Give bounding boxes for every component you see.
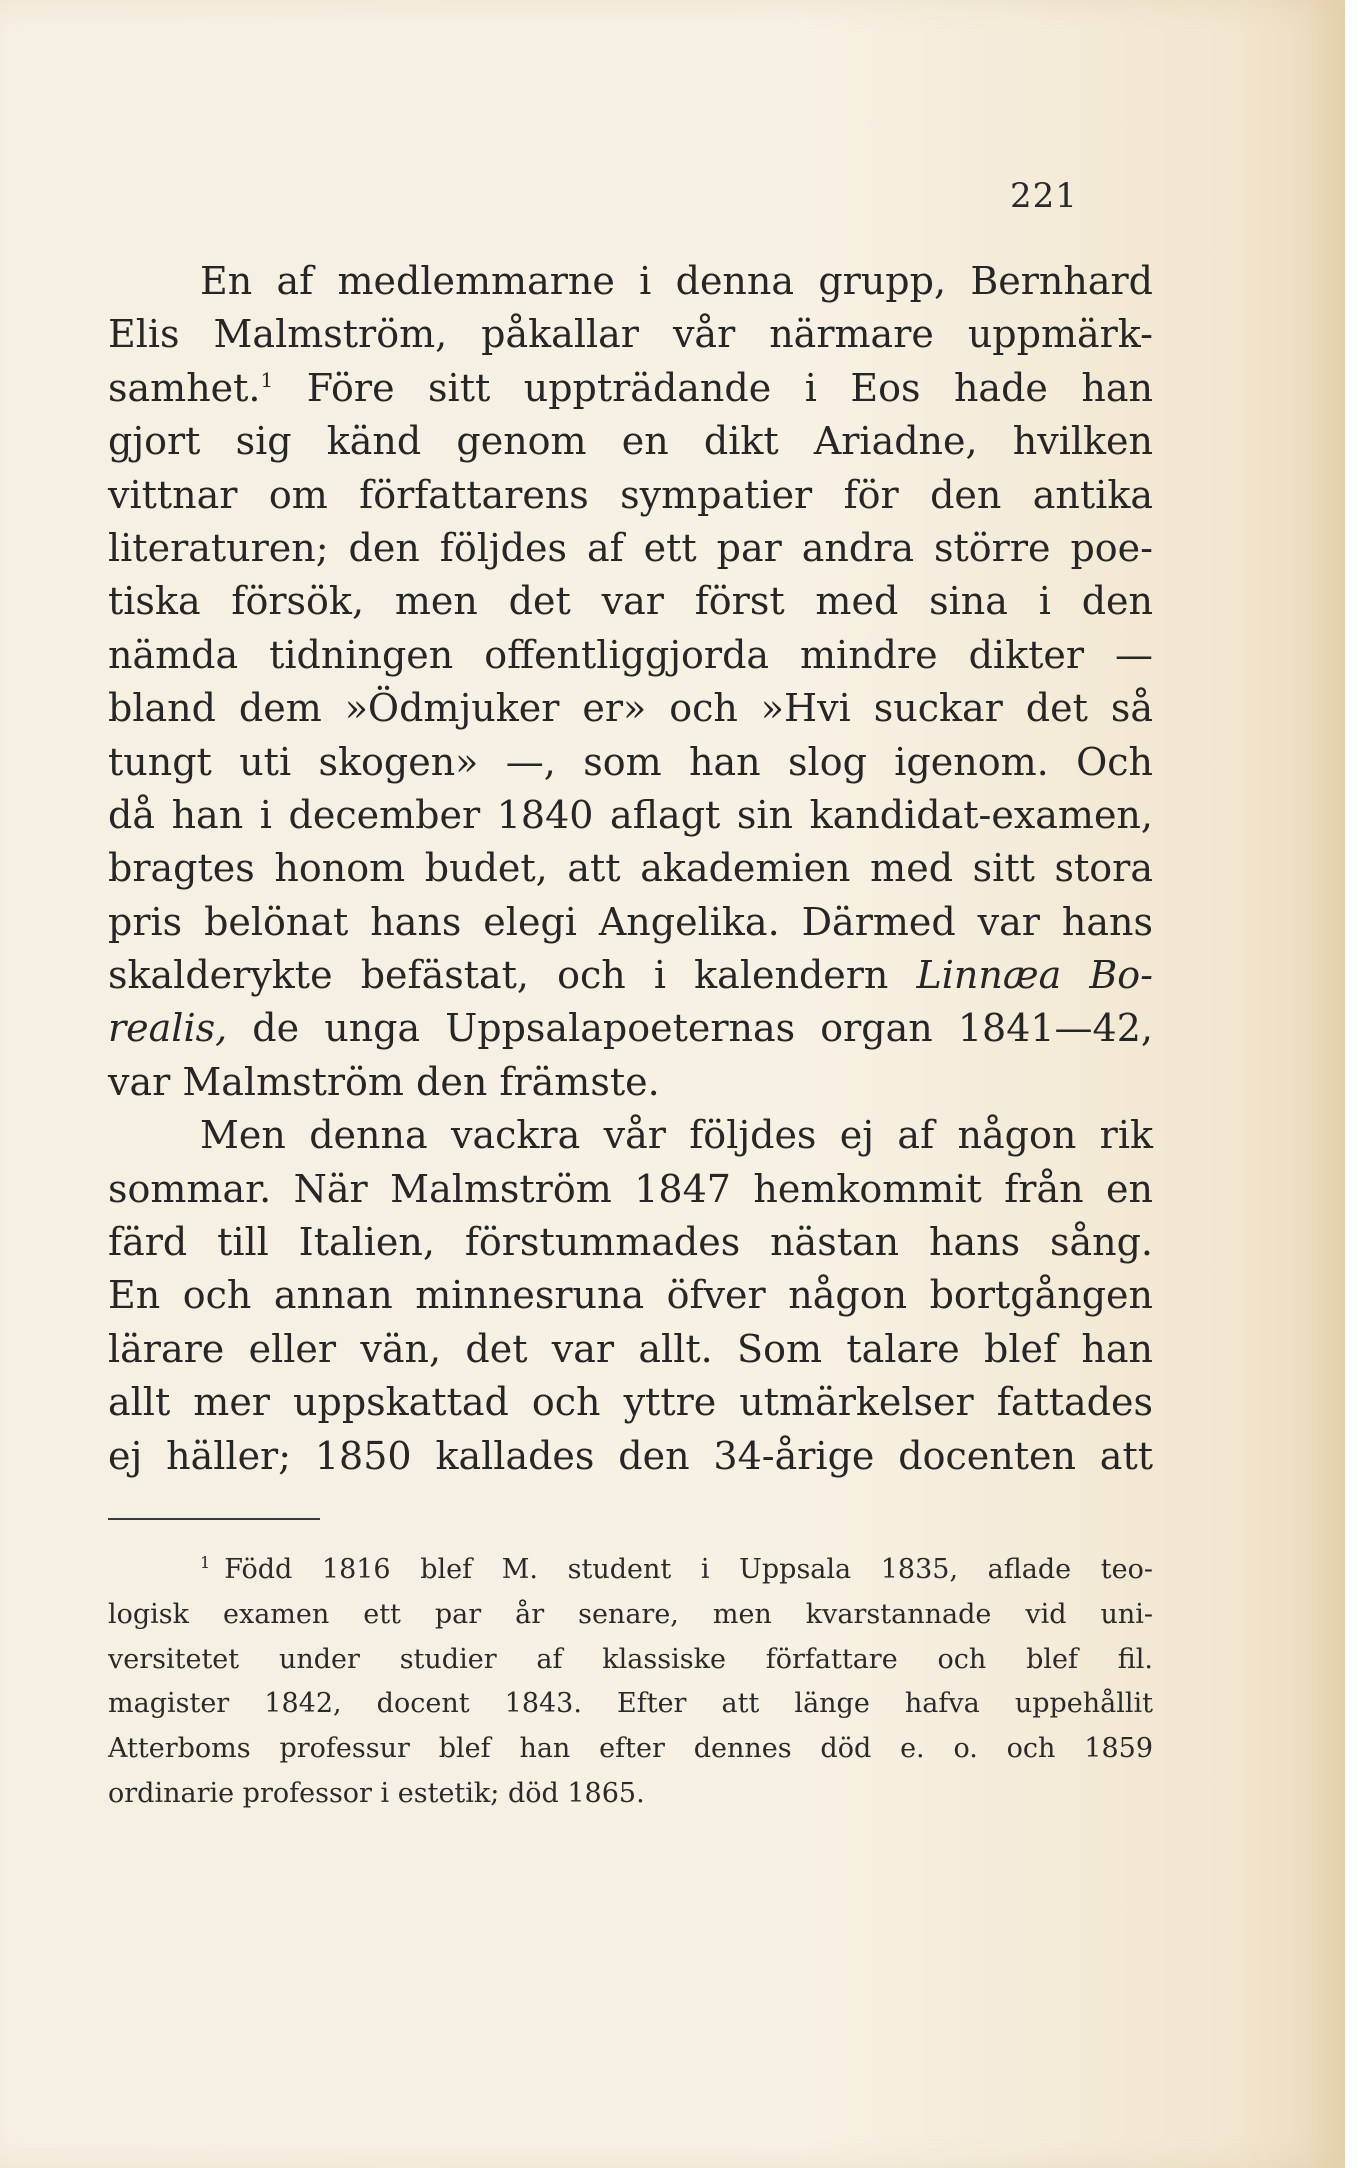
text-line: En af medlemmarne i denna grupp, Bernhard [200, 259, 1153, 303]
text-line: nämda tidningen offentliggjorda mindre dikter — [108, 632, 1153, 677]
text-line: pris belönat hans elegi Angelika. Därmed var hans [108, 899, 1153, 944]
text-fragment: samhet. [108, 365, 261, 410]
text-fragment: Före sitt uppträdande i Eos hade han [306, 365, 1153, 410]
text-line: tungt uti skogen» —, som han slog igenom. Och [108, 739, 1153, 784]
text-fragment: de unga Uppsalapoeternas organ 1841—42, [227, 1006, 1153, 1051]
text-line [108, 1002, 1153, 1055]
footnote [108, 1548, 1153, 1817]
footnote-line [108, 1548, 1153, 1593]
text-line: då han i december 1840 aflagt sin kandidat-examen, [108, 792, 1153, 837]
footnote-line: logisk examen ett par år senare, men kvarstannade vid uni- [108, 1598, 1153, 1630]
text-line: bragtes honom budet, att akademien med sitt stora [108, 846, 1153, 891]
text-line: allt mer uppskattad och yttre utmärkelser fattades [108, 1380, 1153, 1425]
text-fragment: skalderykte befästat, och i kalendern [108, 953, 917, 998]
footnote-marker: 1 [200, 1553, 211, 1572]
text-line: gjort sig känd genom en dikt Ariadne, hvilken [108, 419, 1153, 464]
page-number: 221 [1010, 176, 1078, 216]
body-text [108, 255, 1153, 1483]
text-line [108, 362, 1153, 415]
text-line [108, 949, 1153, 1002]
italic-title: Linnæa Bo- [916, 953, 1154, 998]
text-line: Men denna vackra vår följdes ej af någon rik [200, 1113, 1153, 1158]
text-line: En och annan minnesruna öfver någon bortgången [108, 1273, 1153, 1318]
text-line: lärare eller vän, det var allt. Som talare blef han [108, 1326, 1153, 1371]
text-line: färd till Italien, förstummades nästan hans sång. [108, 1220, 1153, 1265]
footnote-line: magister 1842, docent 1843. Efter att länge hafva uppehållit [108, 1688, 1153, 1720]
footnote-line: Atterboms professur blef han efter dennes död e. o. och 1859 [108, 1733, 1153, 1765]
footnote-line: ordinarie professor i estetik; död 1865. [108, 1777, 645, 1809]
text-line: literaturen; den följdes af ett par andra större poe- [108, 525, 1153, 570]
footnote-line: versitetet under studier af klassiske författare och blef fil. [108, 1643, 1153, 1675]
text-line: Elis Malmström, påkallar vår närmare uppmärk- [108, 312, 1153, 357]
text-line: var Malmström den främste. [108, 1059, 660, 1104]
text-line: ej häller; 1850 kallades den 34-årige docenten att [108, 1433, 1153, 1478]
text-line: tiska försök, men det var först med sina i den [108, 579, 1153, 624]
text-line: sommar. När Malmström 1847 hemkommit från en [108, 1166, 1153, 1211]
text-line: vittnar om författarens sympatier för den antika [108, 472, 1153, 517]
text-line: bland dem »Ödmjuker er» och »Hvi suckar det så [108, 686, 1153, 731]
page-margin [1345, 0, 1368, 2168]
text-fragment: Född 1816 blef M. student i Uppsala 1835, aflade teo- [224, 1554, 1153, 1585]
footnote-reference: 1 [260, 367, 274, 392]
footnote-divider [108, 1518, 320, 1520]
italic-title: realis, [108, 1006, 228, 1051]
